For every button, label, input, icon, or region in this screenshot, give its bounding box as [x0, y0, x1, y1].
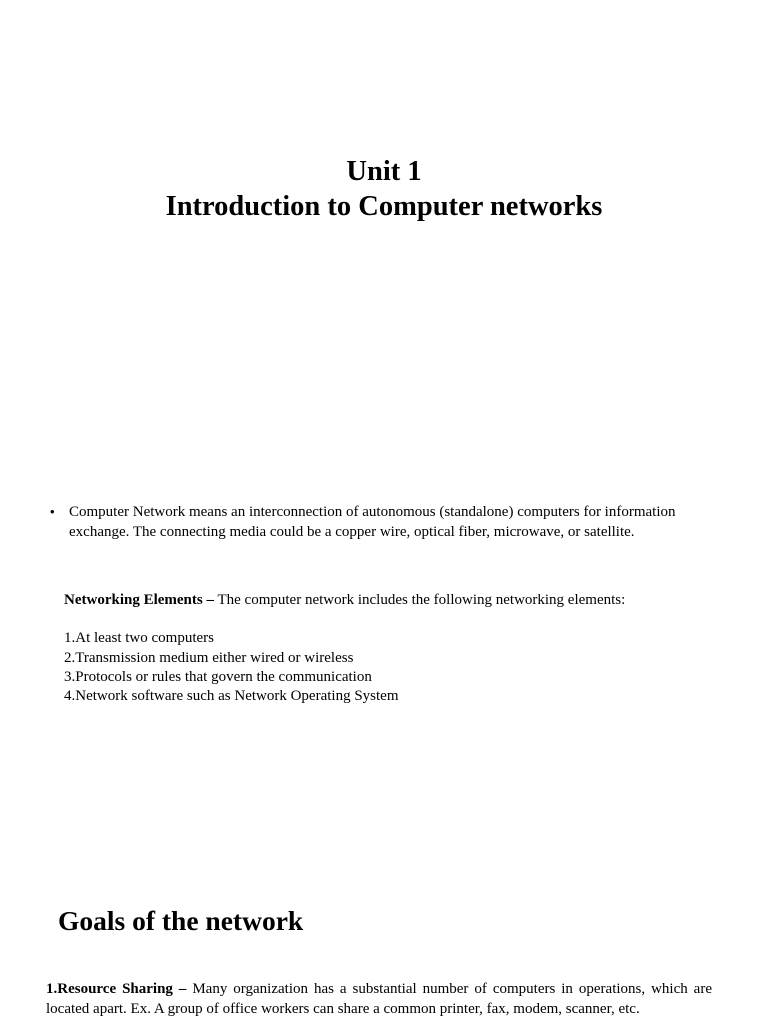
list-item: 1.At least two computers: [64, 630, 214, 647]
title-subject: Introduction to Computer networks: [165, 191, 603, 222]
definition-paragraph: [50, 502, 730, 542]
networking-elements-intro-text: The computer network includes the following networking elements:: [214, 592, 626, 608]
networking-elements-section: [64, 591, 744, 706]
page-title: [0, 154, 768, 224]
goals-heading: Goals of the network: [58, 905, 304, 936]
bullet-icon: •: [50, 504, 55, 519]
list-item: 3.Protocols or rules that govern the communication: [64, 668, 372, 685]
networking-elements-label: Networking Elements –: [64, 592, 214, 608]
networking-elements-intro: [64, 591, 744, 610]
resource-sharing-label: 1.Resource Sharing –: [46, 981, 187, 997]
list-item: 4.Network software such as Network Operating System: [64, 688, 399, 705]
list-item: 2.Transmission medium either wired or wireless: [64, 649, 354, 666]
title-unit: Unit 1: [346, 156, 422, 187]
resource-sharing-text: Many organization has a substantial number of computers in operations, which are located apart. Ex. A group of office workers can share a common printer, fax, modem, scanner, etc.: [46, 981, 712, 1017]
resource-sharing-paragraph: [46, 979, 712, 1019]
definition-text: Computer Network means an interconnection of autonomous (standalone) computers for information exchange. The connecting media could be a copper wire, optical fiber, microwave, or satellite.: [69, 504, 676, 540]
